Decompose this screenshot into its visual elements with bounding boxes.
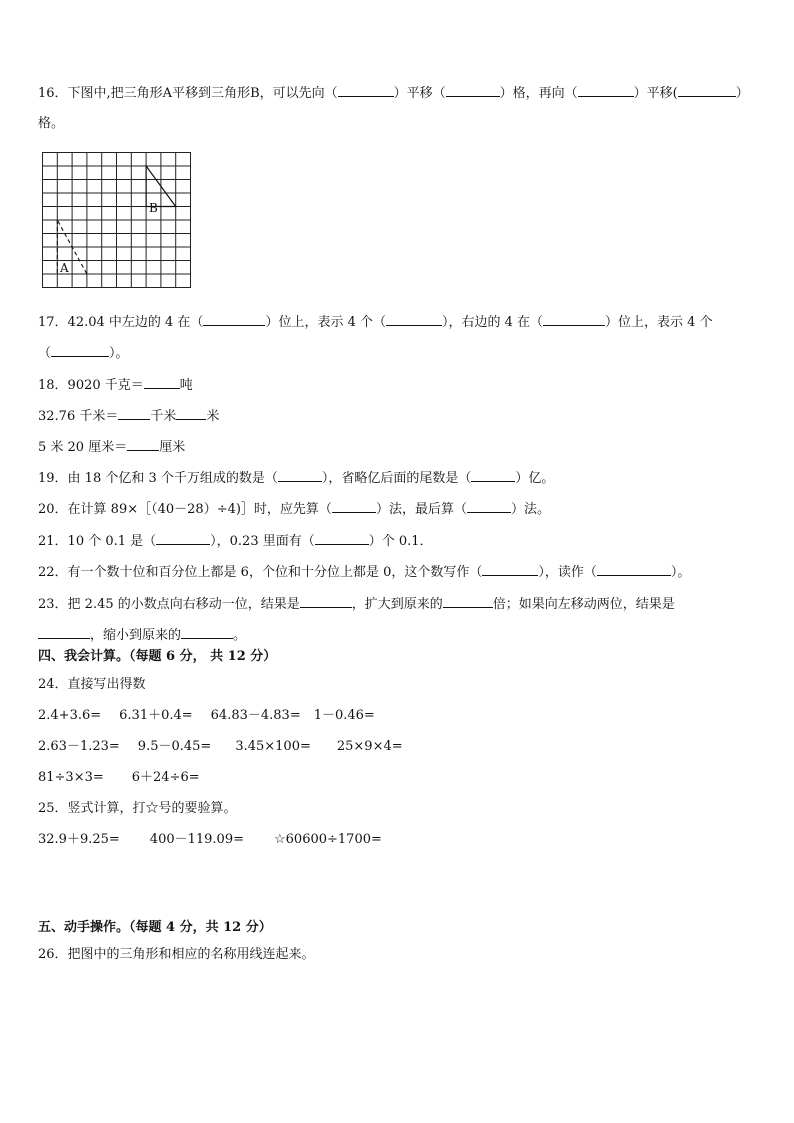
q24-title: 24．直接写出得数 [38,677,146,692]
blank-last-op[interactable] [467,500,511,513]
blank-unit-2[interactable] [51,344,109,357]
q23-line1: 23．把 2.45 的小数点向右移动一位，结果是 ，扩大到原来的 倍；如果向左移动两位，结果是 [38,597,675,612]
q18-line3: 5 米 20 厘米＝ 厘米 [38,440,186,455]
q23-line2: ，缩小到原来的 。 [38,626,246,644]
q18-line2: 32.76 千米＝ 千米 米 [38,409,220,424]
calc-item: 2.4+3.6= [38,708,102,723]
section-4-title: 四、我会计算。（每题 6 分， 共 12 分） [38,649,277,664]
column-calc-item: 32.9＋9.25= [38,832,120,847]
blank-squares-1[interactable] [446,84,500,97]
blank-sum[interactable] [156,532,210,545]
translation-grid-figure [42,152,192,294]
calc-item: 2.63－1.23= [38,739,120,754]
blank-tons[interactable] [144,376,180,389]
blank-km[interactable] [118,407,150,420]
blank-place-1[interactable] [203,313,265,326]
blank-first-op[interactable] [332,500,376,513]
blank-fraction[interactable] [181,626,233,639]
q16-line1: 16．下图中,把三角形A平移到三角形B，可以先向（ ）平移（ ）格，再向（ ）平移( ） [38,86,749,101]
q20: 20．在计算 89×［（40－28）÷4)］时，应先算（ ）法，最后算（ ）法。 [38,502,550,517]
blank-count[interactable] [315,532,369,545]
calc-item: 6.31＋0.4= [119,708,193,723]
calc-item: 64.83－4.83= [210,708,301,723]
blank-direction-2[interactable] [578,84,634,97]
label-b: B [149,201,158,215]
q17-line1: 17．42.04 中左边的 4 在（ ）位上，表示 4 个（ ），右边的 4 在（ ）位上，表示 4 个 [38,315,713,330]
blank-result-1[interactable] [300,595,352,608]
blank-result-2[interactable] [38,626,90,639]
q24-row3 [38,770,200,786]
q24-row2 [38,739,403,755]
blank-number[interactable] [278,469,322,482]
q17-line2: （ ）。 [38,346,129,361]
label-a: A [60,261,69,275]
q16-line2: 格。 [38,116,65,131]
blank-approx[interactable] [471,469,515,482]
column-calc-item: 400－119.09= [149,832,244,847]
blank-times[interactable] [443,595,493,608]
q18-line1: 18．9020 千克＝ 吨 [38,378,193,393]
q25-items [38,832,382,848]
calc-item: 9.5－0.45= [137,739,212,754]
q19: 19．由 18 个亿和 3 个千万组成的数是（ ），省略亿后面的尾数是（ ）亿。 [38,471,555,486]
blank-direction-1[interactable] [338,84,394,97]
column-calc-item: ☆60600÷1700= [274,832,382,847]
q22: 22．有一个数十位和百分位上都是 6，个位和十分位上都是 0，这个数写作（ ），读作（ ）。 [38,565,691,580]
blank-cm[interactable] [127,438,159,451]
q25-title: 25．竖式计算，打☆号的要验算。 [38,801,237,816]
q26-title: 26．把图中的三角形和相应的名称用线连起来。 [38,947,315,962]
calc-item: 81÷3×3= [38,770,104,785]
calc-item: 6＋24÷6= [131,770,200,785]
blank-write[interactable] [482,563,538,576]
blank-m[interactable] [176,407,206,420]
section-5-title: 五、动手操作。（每题 4 分，共 12 分） [38,920,272,935]
blank-squares-2[interactable] [678,84,736,97]
calc-item: 25×9×4= [336,739,403,754]
q21: 21．10 个 0.1 是（ ），0.23 里面有（ ）个 0.1． [38,534,433,549]
calc-item: 3.45×100= [235,739,311,754]
blank-unit-1[interactable] [386,313,442,326]
blank-read[interactable] [597,563,671,576]
blank-place-2[interactable] [543,313,605,326]
calc-item: 1－0.46= [313,708,375,723]
q24-row1 [38,708,375,724]
